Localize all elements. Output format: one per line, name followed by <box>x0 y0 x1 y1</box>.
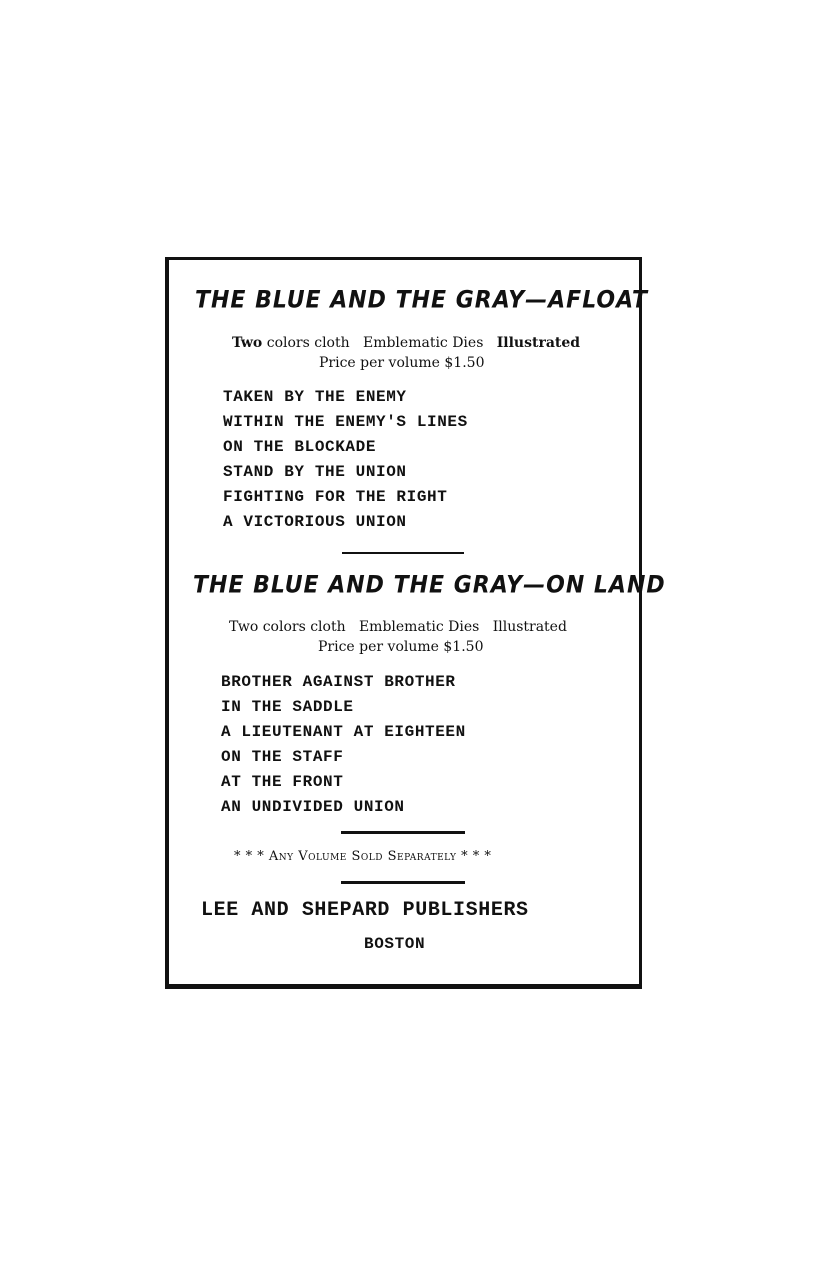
separate-sale-notice: * * * Any Volume Sold Separately * * * <box>234 849 492 864</box>
book-list-on-land <box>221 670 466 820</box>
book-title: A LIEUTENANT AT EIGHTEEN <box>221 723 466 741</box>
binding-description-afloat <box>232 335 580 351</box>
book-title: IN THE SADDLE <box>221 698 354 716</box>
book-title: ON THE BLOCKADE <box>223 438 377 456</box>
publisher-name: LEE AND SHEPARD PUBLISHERS <box>201 899 529 922</box>
binding-description-bold: Two <box>232 335 263 351</box>
section-divider <box>342 552 464 554</box>
book-title: ON THE STAFF <box>221 748 344 766</box>
section-divider <box>341 881 465 884</box>
binding-illustrated: Illustrated <box>496 335 581 351</box>
price-on-land: Price per volume $1.50 <box>318 639 484 655</box>
series-title-afloat: THE BLUE AND THE GRAY—AFLOAT <box>195 287 649 314</box>
series-title-on-land: THE BLUE AND THE GRAY—ON LAND <box>193 572 666 599</box>
book-title: BROTHER AGAINST BROTHER <box>221 673 456 691</box>
section-divider <box>341 831 465 834</box>
book-list-afloat <box>223 385 468 535</box>
book-title: FIGHTING FOR THE RIGHT <box>223 488 448 506</box>
price-afloat: Price per volume $1.50 <box>319 355 485 371</box>
book-title: STAND BY THE UNION <box>223 463 407 481</box>
book-title: AT THE FRONT <box>221 773 344 791</box>
binding-description-text: colors cloth Emblematic Dies <box>262 335 497 351</box>
binding-description-on-land: Two colors cloth Emblematic Dies Illustrated <box>229 619 567 635</box>
book-title: AN UNDIVIDED UNION <box>221 798 405 816</box>
book-title: TAKEN BY THE ENEMY <box>223 388 407 406</box>
book-title: WITHIN THE ENEMY'S LINES <box>223 413 468 431</box>
publisher-city: BOSTON <box>364 935 426 953</box>
book-title: A VICTORIOUS UNION <box>223 513 407 531</box>
